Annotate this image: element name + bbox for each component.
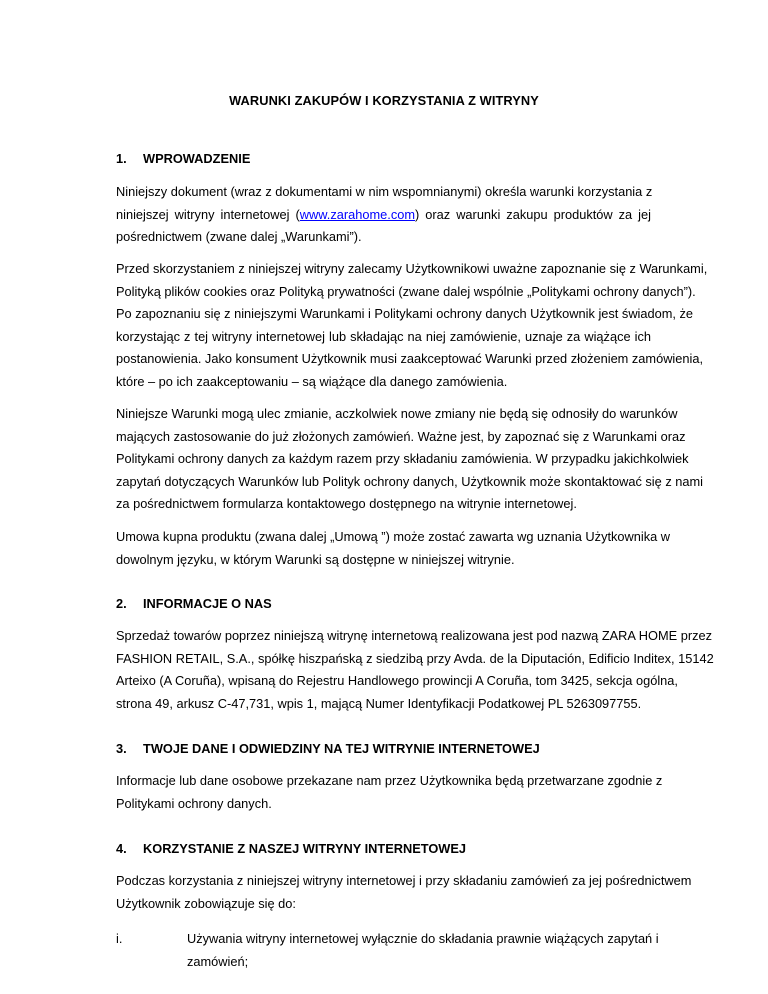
paragraph-line: FASHION RETAIL, S.A., spółkę hiszpańską z siedzibą przy Avda. de la Diputación, Edificio Inditex, 15142 [116,650,714,666]
section-number: 3. [116,741,127,756]
paragraph-line: postanowienia. Jako konsument Użytkownik musi zaakceptować Warunki przed złożeniem zamówienia, [116,351,704,366]
paragraph-line: Podczas korzystania z niniejszej witryny internetowej i przy składaniu zamówień za jej pośrednictwem [116,873,692,888]
section-1-paragraph-2 [116,258,708,393]
paragraph-line: korzystając z tej witryny internetowej lub składając na niej zamówienie, uznaje za wiążące ich [116,328,651,344]
list-item-text [187,928,659,973]
text-fragment: niniejszej witryny internetowej ( [116,206,300,222]
section-1-paragraph-4 [116,526,671,571]
paragraph-line: Po zapoznaniu się z niniejszymi Warunkami i Politykami ochrony danych Użytkownik jest świadom, że [116,306,694,321]
paragraph-line: Informacje lub dane osobowe przekazane nam przez Użytkownika będą przetwarzane zgodnie z [116,773,663,788]
section-2-heading [116,596,272,611]
paragraph-line: Sprzedaż towarów poprzez niniejszą witrynę internetową realizowana jest pod nazwą ZARA HOME przez [116,628,713,643]
list-marker: i. [116,931,123,946]
paragraph-line: Polityką plików cookies oraz Polityką prywatności (zwane dalej wspólnie „Politykami ochrony danych”). [116,283,696,299]
document-title: WARUNKI ZAKUPÓW I KORZYSTANIA Z WITRYNY [229,93,539,108]
section-3-paragraph-1 [116,770,663,815]
paragraph-line: strona 49, arkusz C-47,731, wpis 1, mającą Numer Identyfikacji Podatkowej PL 5263097755. [116,695,642,711]
paragraph-line: Politykami ochrony danych. [116,795,272,811]
paragraph-line: które – po ich zaakceptowaniu – są wiążące dla danego zamówienia. [116,373,508,389]
paragraph-line: mających zastosowanie do już złożonych zamówień. Ważne jest, by zapoznać się z Warunkami oraz [116,428,686,444]
paragraph-line: Umowa kupna produktu (zwana dalej „Umową ”) może zostać zawarta wg uznania Użytkownika w [116,529,671,544]
paragraph-line: Niniejsze Warunki mogą ulec zmianie, aczkolwiek nowe zmiany nie będą się odnosiły do warunków [116,406,678,421]
paragraph-line: Używania witryny internetowej wyłącznie do składania prawnie wiążących zapytań i [187,931,659,946]
section-3-heading [116,741,540,756]
paragraph-line: zapytań dotyczących Warunków lub Polityk ochrony danych, Użytkownik może skontaktować się z nami [116,473,704,489]
paragraph-line: Politykami ochrony danych za każdym razem przy składaniu zamówienia. W przypadku jakichkolwiek [116,451,689,466]
section-1-paragraph-3 [116,403,704,516]
section-number: 2. [116,596,127,611]
section-1-heading [116,151,250,166]
paragraph-line: Arteixo (A Coruña), wpisaną do Rejestru Handlowego prowincji A Coruña, tom 3425, sekcja ogólna, [116,673,678,688]
section-2-paragraph-1 [116,625,714,715]
section-title: WPROWADZENIE [143,151,251,166]
paragraph-line: Użytkownik zobowiązuje się do: [116,895,296,911]
section-1-paragraph-1 [116,181,651,249]
paragraph-line: Niniejszy dokument (wraz z dokumentami w nim wspomnianymi) określa warunki korzystania z [116,184,653,199]
paragraph-line: pośrednictwem (zwane dalej „Warunkami”). [116,229,362,244]
section-4-paragraph-1 [116,870,692,915]
section-number: 4. [116,841,127,856]
section-title: TWOJE DANE I ODWIEDZINY NA TEJ WITRYNIE INTERNETOWEJ [143,741,540,756]
paragraph-line: za pośrednictwem formularza kontaktowego dostępnego na witrynie internetowej. [116,496,577,511]
section-number: 1. [116,151,127,166]
section-title: INFORMACJE O NAS [143,596,272,611]
zarahome-link[interactable]: www.zarahome.com [299,206,415,222]
paragraph-line: dowolnym języku, w którym Warunki są dostępne w niniejszej witrynie. [116,551,515,567]
section-title: KORZYSTANIE Z NASZEJ WITRYNY INTERNETOWEJ [143,841,467,856]
paragraph-line: zamówień; [187,953,249,969]
paragraph-line: Przed skorzystaniem z niniejszej witryny zalecamy Użytkownikowi uważne zapoznanie się z Warunkami, [116,261,708,276]
paragraph-line [116,204,651,227]
text-fragment: ) oraz warunki zakupu produktów za jej [415,206,651,222]
section-4-heading [116,841,466,856]
